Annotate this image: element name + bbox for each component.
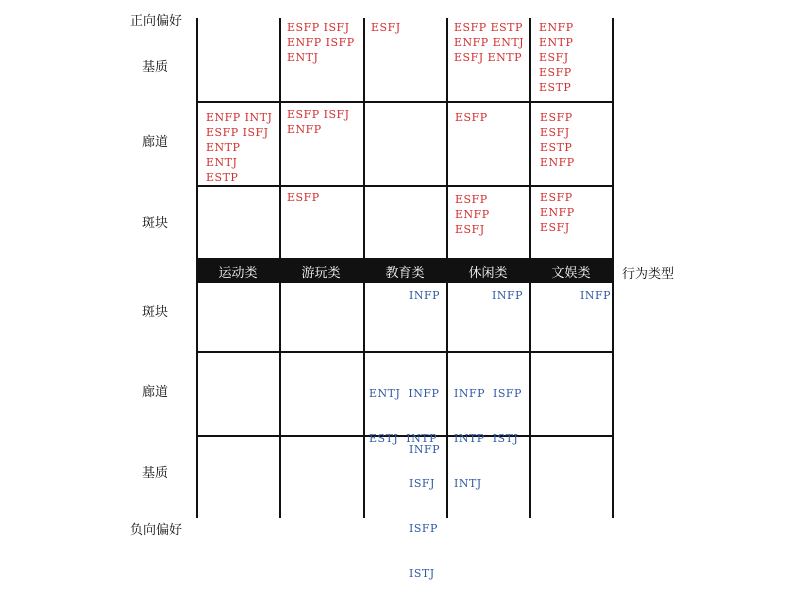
cell-corridor-entertainment bbox=[540, 110, 575, 170]
row-label-corridor-top: 廊道 bbox=[141, 135, 168, 150]
mbti-entry: ESTP bbox=[206, 171, 239, 184]
mbti-entry: ESFP ISFJ bbox=[287, 21, 350, 34]
mbti-entry: ESFP bbox=[287, 191, 320, 204]
mbti-entry: ENFP bbox=[540, 156, 575, 169]
row-label-matrix-bottom: 基质 bbox=[141, 466, 168, 481]
cell-matrix-entertainment bbox=[539, 20, 574, 95]
mbti-entry: ESFJ bbox=[455, 223, 485, 236]
cell-matrix-leisure bbox=[454, 20, 524, 65]
mbti-entry: ENTJ INFP bbox=[369, 387, 440, 400]
mbti-entry: ENFP INTJ bbox=[206, 111, 273, 124]
cell-patch-neg-entertainment bbox=[580, 288, 611, 303]
cell-patch-leisure bbox=[455, 192, 490, 237]
mbti-entry: ESFP bbox=[540, 111, 573, 124]
cell-corridor-neg-education bbox=[369, 356, 439, 596]
mbti-entry: ESFP bbox=[455, 193, 488, 206]
mbti-entry: ESFP ISFJ bbox=[287, 108, 350, 121]
mbti-entry: ESFJ bbox=[540, 126, 570, 139]
mbti-entry: INFP ISFP bbox=[454, 387, 522, 400]
cell-patch-neg-leisure bbox=[492, 288, 523, 303]
mbti-entry: ENTP bbox=[206, 141, 241, 154]
mbti-entry: ESTP bbox=[539, 81, 572, 94]
mbti-entry: ESTP bbox=[540, 141, 573, 154]
mbti-entry: ESFP ESTP bbox=[454, 21, 523, 34]
mbti-entry: ENFP bbox=[455, 208, 490, 221]
mbti-entry: ESFP bbox=[540, 191, 573, 204]
mbti-entry: ENTP bbox=[539, 36, 574, 49]
category-leisure: 休闲类 bbox=[468, 266, 508, 281]
mbti-entry: ISFP bbox=[409, 522, 438, 535]
cell-matrix-education bbox=[371, 20, 401, 35]
mbti-entry: ESTJ INTP bbox=[369, 432, 438, 445]
cell-patch-neg-education bbox=[409, 288, 440, 303]
mbti-entry: ENTJ bbox=[287, 51, 319, 64]
mbti-entry: INFP bbox=[580, 289, 612, 302]
mbti-entry: ISFJ bbox=[409, 477, 435, 490]
category-education: 教育类 bbox=[385, 266, 425, 281]
row-label-matrix-top: 基质 bbox=[141, 60, 168, 75]
mbti-entry: ENFP ENTJ bbox=[454, 36, 525, 49]
mbti-entry: ESFJ bbox=[539, 51, 569, 64]
mbti-entry: ESFP bbox=[539, 66, 572, 79]
cell-patch-play bbox=[287, 190, 320, 205]
cell-corridor-play bbox=[287, 107, 350, 137]
cell-matrix-neg-education bbox=[409, 442, 440, 457]
cell-corridor-neg-leisure bbox=[454, 356, 522, 506]
mbti-entry: ENFP bbox=[287, 123, 322, 136]
mbti-entry: ESFJ ENTP bbox=[454, 51, 522, 64]
mbti-entry: ESFP ISFJ bbox=[206, 126, 269, 139]
category-sport: 运动类 bbox=[218, 266, 258, 281]
category-entertainment: 文娱类 bbox=[551, 266, 591, 281]
behavior-type-label: 行为类型 bbox=[622, 267, 675, 282]
cell-corridor-leisure bbox=[455, 110, 488, 125]
grid-hline bbox=[196, 185, 614, 187]
mbti-entry: INFP bbox=[409, 289, 441, 302]
mbti-entry: ESFJ bbox=[540, 221, 570, 234]
mbti-entry: INFP bbox=[409, 443, 441, 456]
mbti-entry: ENFP ISFP bbox=[287, 36, 355, 49]
grid-hline bbox=[196, 351, 614, 353]
mbti-entry: INTJ bbox=[454, 477, 482, 490]
positive-preference-label: 正向偏好 bbox=[130, 14, 183, 29]
mbti-entry: INTP ISTJ bbox=[454, 432, 519, 445]
grid-hline bbox=[196, 101, 614, 103]
cell-corridor-sport bbox=[206, 110, 272, 185]
mbti-entry: INFP bbox=[492, 289, 524, 302]
mbti-entry: ENTJ bbox=[206, 156, 238, 169]
row-label-corridor-bottom: 廊道 bbox=[141, 385, 168, 400]
cell-matrix-play bbox=[287, 20, 355, 65]
row-label-patch-top: 斑块 bbox=[141, 216, 168, 231]
mbti-entry: ENFP bbox=[540, 206, 575, 219]
mbti-entry: ENFP bbox=[539, 21, 574, 34]
mbti-entry: ESFJ bbox=[371, 21, 401, 34]
row-label-patch-bottom: 斑块 bbox=[141, 305, 168, 320]
mbti-entry: ESFP bbox=[455, 111, 488, 124]
category-play: 游玩类 bbox=[301, 266, 341, 281]
mbti-entry: ISTJ bbox=[409, 567, 435, 580]
negative-preference-label: 负向偏好 bbox=[130, 523, 183, 538]
cell-patch-entertainment bbox=[540, 190, 575, 235]
